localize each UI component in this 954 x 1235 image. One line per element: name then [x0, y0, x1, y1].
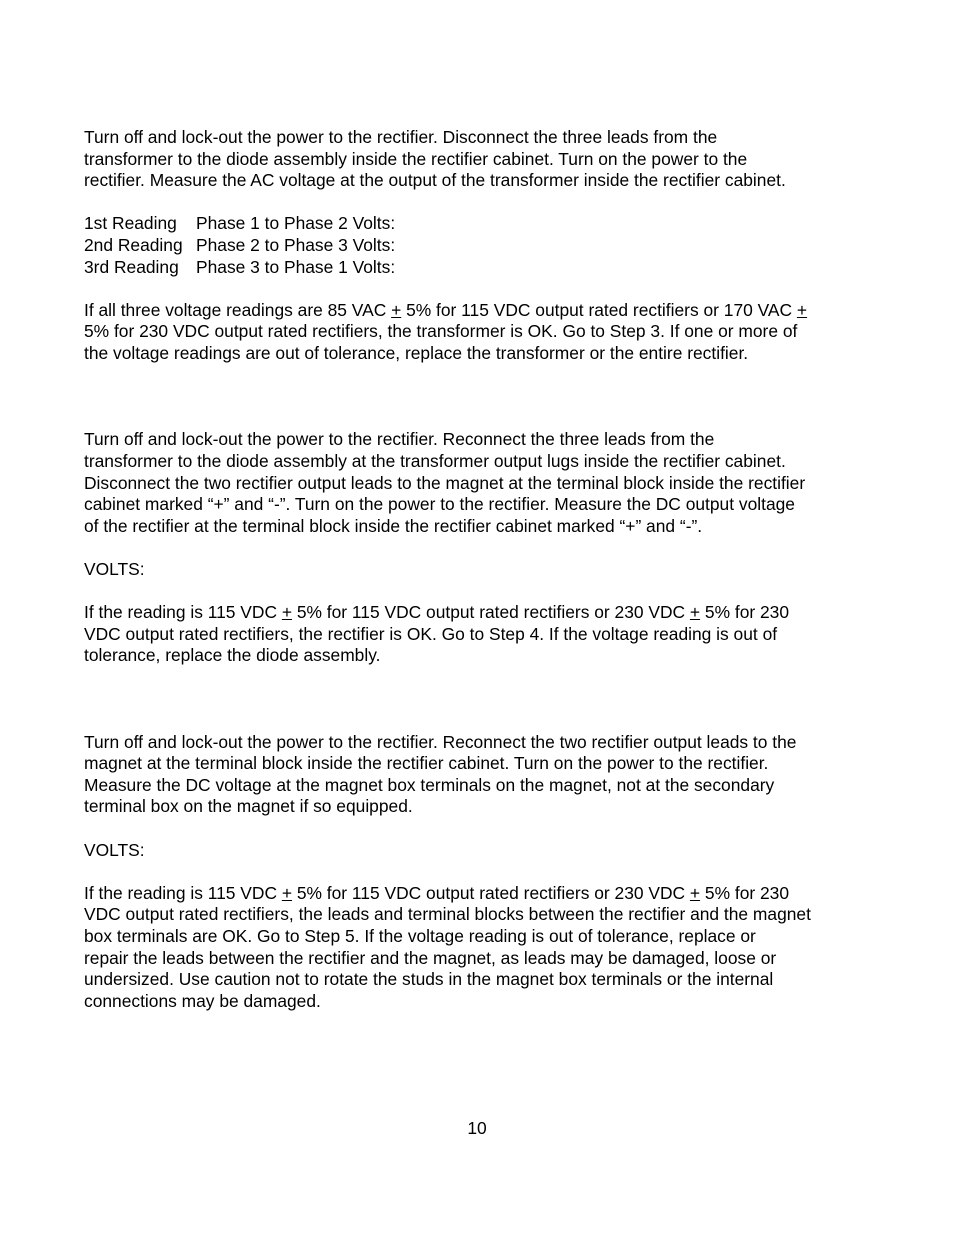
text-line: repair the leads between the rectifier and the magnet, as leads may be damaged, loose or: [84, 947, 777, 968]
magnet-test-result: [84, 883, 874, 1013]
magnet-test-instructions: [84, 732, 874, 818]
plus-minus-symbol: +: [281, 882, 292, 903]
text-line: connections may be damaged.: [84, 990, 321, 1011]
volts-label: VOLTS:: [84, 558, 145, 579]
reading-text: Phase 2 to Phase 3 Volts:: [196, 234, 396, 255]
text-line: terminal box on the magnet if so equipped.: [84, 796, 413, 817]
text-line: VDC output rated rectifiers, the leads and terminal blocks between the rectifier and the magnet: [84, 904, 811, 925]
page-number: 10: [467, 1118, 487, 1138]
reading-row: [84, 213, 874, 235]
text-segment: 5% for 230: [700, 882, 790, 903]
text-line: box terminals are OK. Go to Step 5. If the voltage reading is out of tolerance, replace or: [84, 926, 756, 946]
text-line: Measure the DC voltage at the magnet box terminals on the magnet, not at the secondary: [84, 774, 775, 795]
text-line: Turn off and lock-out the power to the rectifier. Disconnect the three leads from the: [84, 127, 718, 147]
rectifier-test-result: [84, 602, 874, 667]
plus-minus-symbol: +: [391, 299, 402, 320]
text-segment: If all three voltage readings are 85 VAC: [84, 299, 392, 320]
reading-row: [84, 257, 874, 279]
phase-readings-list: [84, 213, 874, 278]
plus-minus-symbol: +: [281, 602, 292, 623]
text-line: [84, 602, 874, 624]
document-body: [84, 127, 874, 1012]
rectifier-test-instructions: [84, 429, 874, 537]
transformer-test-instructions: [84, 127, 874, 192]
text-line: Turn off and lock-out the power to the rectifier. Reconnect the two rectifier output leads to the: [84, 731, 797, 752]
text-line: VDC output rated rectifiers, the rectifier is OK. Go to Step 4. If the voltage reading is out of: [84, 623, 778, 644]
plus-minus-symbol: +: [796, 299, 808, 320]
reading-row: [84, 235, 874, 257]
plus-minus-symbol: +: [689, 882, 701, 903]
reading-label: 2nd Reading: [84, 234, 183, 255]
text-line: Turn off and lock-out the power to the rectifier. Reconnect the three leads from the: [84, 429, 715, 450]
text-line: the voltage readings are out of tolerance, replace the transformer or the entire rectifier.: [84, 342, 749, 363]
text-segment: 5% for 115 VDC output rated rectifiers or 170 VAC: [401, 299, 797, 320]
text-line: transformer to the diode assembly at the transformer output lugs inside the rectifier cabinet.: [84, 450, 786, 471]
reading-label: 1st Reading: [84, 213, 177, 234]
text-line: cabinet marked “+” and “-”. Turn on the power to the rectifier. Measure the DC output voltage: [84, 494, 795, 515]
plus-minus-symbol: +: [689, 602, 701, 623]
text-segment: If the reading is 115 VDC: [84, 882, 282, 903]
text-line: transformer to the diode assembly inside the rectifier cabinet. Turn on the power to the: [84, 148, 748, 169]
text-line: of the rectifier at the terminal block inside the rectifier cabinet marked “+” and “-”.: [84, 515, 703, 536]
text-line: rectifier. Measure the AC voltage at the output of the transformer inside the rectifier cabinet.: [84, 170, 786, 191]
text-segment: 5% for 230: [700, 602, 790, 623]
text-segment: 5% for 115 VDC output rated rectifiers or 230 VDC: [292, 882, 690, 903]
text-segment: If the reading is 115 VDC: [84, 602, 282, 623]
reading-text: Phase 1 to Phase 2 Volts:: [196, 213, 396, 234]
text-line: 5% for 230 VDC output rated rectifiers, the transformer is OK. Go to Step 3. If one or more of: [84, 321, 798, 342]
text-line: undersized. Use caution not to rotate the studs in the magnet box terminals or the internal: [84, 969, 774, 990]
text-line: magnet at the terminal block inside the rectifier cabinet. Turn on the power to the rectifier.: [84, 753, 769, 774]
text-segment: 5% for 115 VDC output rated rectifiers or 230 VDC: [292, 602, 690, 623]
reading-text: Phase 3 to Phase 1 Volts:: [196, 256, 396, 277]
volts-label: VOLTS:: [84, 839, 145, 860]
reading-label: 3rd Reading: [84, 256, 179, 277]
text-line: tolerance, replace the diode assembly.: [84, 645, 381, 666]
text-line: [84, 300, 874, 322]
text-line: Disconnect the two rectifier output leads to the magnet at the terminal block inside the rectifier: [84, 472, 806, 493]
text-line: [84, 883, 874, 905]
transformer-test-result: [84, 300, 874, 365]
